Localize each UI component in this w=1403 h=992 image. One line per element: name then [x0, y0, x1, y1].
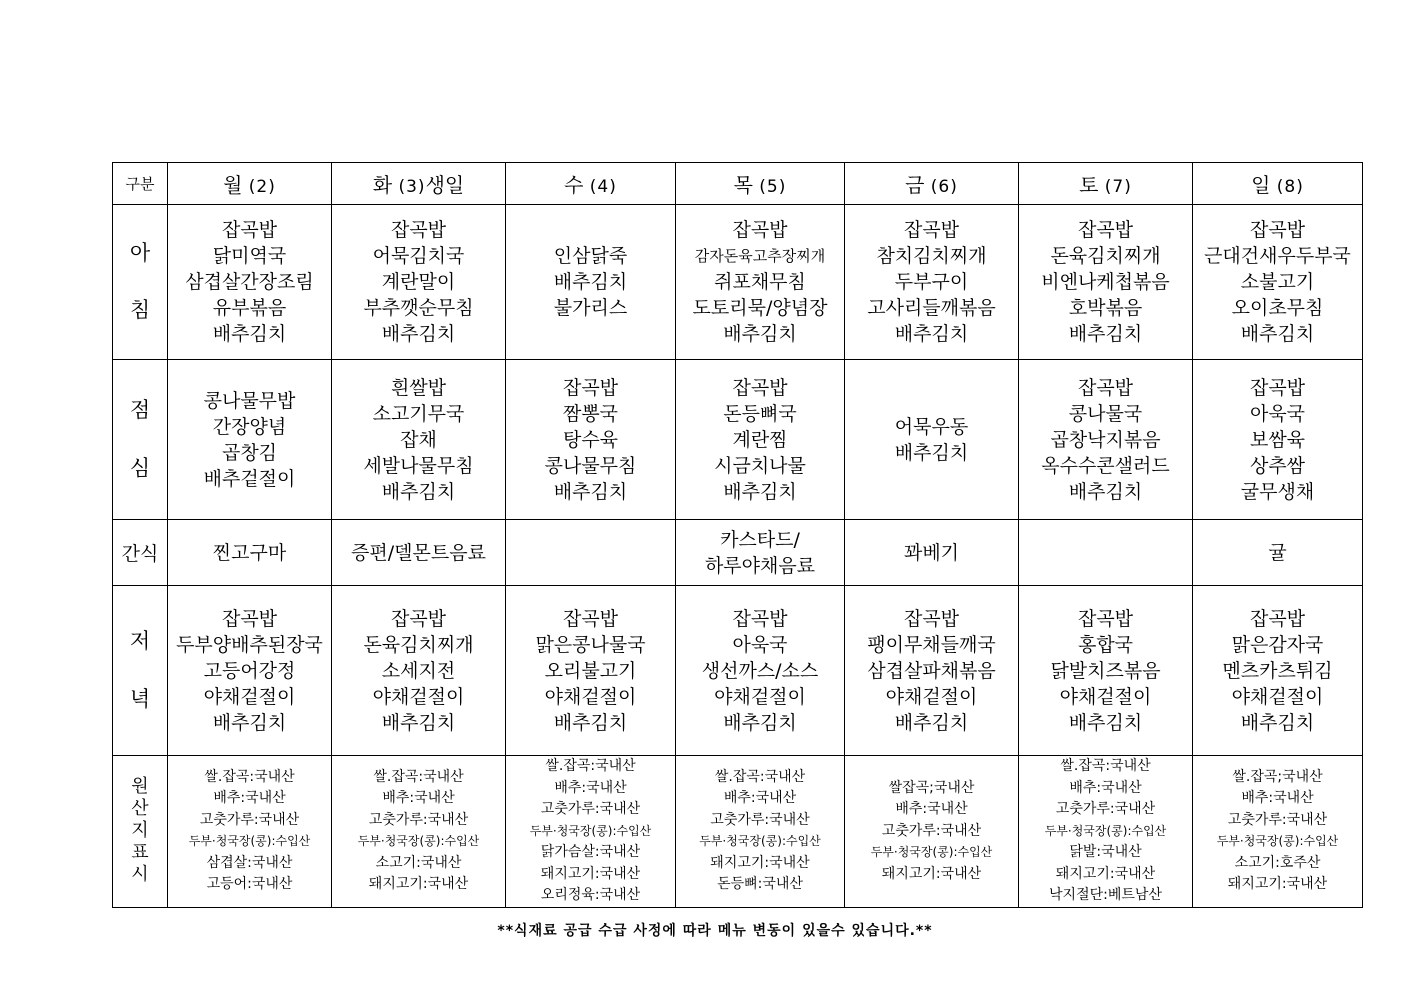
- header-row: [113, 163, 1363, 205]
- menu-item: 오리불고기: [544, 659, 637, 682]
- dinner-cell: [168, 586, 332, 756]
- menu-item: 배추김치: [553, 711, 628, 734]
- origin-line: 고춧가루:국내산: [540, 801, 641, 817]
- day-header-thu: 목 (5): [676, 163, 845, 205]
- menu-item: 부추깻순무침: [363, 297, 474, 319]
- lunch-cell: [1019, 360, 1193, 520]
- dinner-cell: [506, 586, 676, 756]
- day-header-tue: 화 (3)생일: [332, 163, 506, 205]
- origin-line: 고춧가루:국내산: [881, 822, 982, 839]
- menu-item: 홍합국: [1077, 633, 1134, 656]
- origin-line: 고등어:국내산: [206, 876, 293, 893]
- menu-item: 배추김치: [553, 480, 628, 503]
- menu-item: 삼겹살간장조림: [185, 271, 314, 293]
- origin-cell: [506, 756, 676, 908]
- menu-item: 오이초무침: [1231, 297, 1324, 319]
- snack-item: 증편/델몬트음료: [351, 541, 486, 564]
- origin-line: 두부·청국장(콩):수입산: [357, 834, 480, 849]
- menu-item: 잡곡밥: [903, 607, 960, 630]
- menu-item: 팽이무채들깨국: [867, 633, 996, 656]
- menu-item: 잡곡밥: [390, 607, 447, 630]
- day-header-sun: 일 (8): [1193, 163, 1363, 205]
- breakfast-cell: [332, 205, 506, 360]
- menu-item: 배추김치: [1068, 711, 1143, 734]
- menu-item: 야채겉절이: [544, 685, 637, 708]
- menu-item: 닭미역국: [212, 245, 287, 267]
- dinner-cell: [1193, 586, 1363, 756]
- menu-item: 잡곡밥: [903, 219, 960, 241]
- menu-item: 참치김치찌개: [876, 245, 987, 267]
- menu-item: 잡곡밥: [562, 376, 619, 399]
- origin-line: 오리정육:국내산: [540, 887, 641, 903]
- snack-cell: [506, 520, 676, 586]
- menu-item: 배추김치: [894, 323, 969, 345]
- menu-item: 배추김치: [894, 441, 969, 464]
- origin-line: 소고기:호주산: [1234, 854, 1321, 871]
- snack-cell: [1019, 520, 1193, 586]
- menu-item: 잡곡밥: [1249, 376, 1306, 399]
- origin-line: 낙지절단:베트남산: [1049, 887, 1162, 903]
- dinner-cell: [332, 586, 506, 756]
- menu-item: 호박볶음: [1068, 297, 1143, 319]
- origin-line: 고춧가루:국내산: [1055, 801, 1156, 817]
- menu-item: 잡채: [400, 428, 437, 451]
- origin-line: 두부·청국장(콩):수입산: [188, 834, 311, 849]
- origin-line: 쌀.잡곡:국내산: [204, 768, 295, 785]
- menu-item: 소불고기: [1240, 271, 1315, 293]
- menu-item: 고등어강정: [203, 659, 296, 682]
- origin-line: 배추:국내산: [554, 779, 627, 796]
- menu-item: 소고기무국: [372, 402, 465, 425]
- day-header-wed: 수 (4): [506, 163, 676, 205]
- menu-item: 돈등뼈국: [723, 402, 797, 425]
- origin-line: 쌀잡곡;국내산: [888, 779, 975, 796]
- origin-line: 고춧가루:국내산: [710, 811, 810, 828]
- origin-line: 배추:국내산: [382, 790, 455, 807]
- menu-item: 배추김치: [381, 711, 456, 734]
- menu-item: 잡곡밥: [221, 607, 278, 630]
- origin-cell: [676, 756, 845, 908]
- lunch-cell: [845, 360, 1019, 520]
- origin-line: 배추:국내산: [1069, 779, 1142, 796]
- menu-item: 배추김치: [1068, 323, 1143, 345]
- menu-item: 잡곡밥: [1249, 607, 1306, 630]
- day-header-fri: 금 (6): [845, 163, 1019, 205]
- menu-item: 배추김치: [723, 323, 797, 345]
- menu-item: 야채겉절이: [372, 685, 465, 708]
- menu-item: 두부양배추된장국: [176, 633, 323, 656]
- origin-line: 쌀.잡곡:국내산: [714, 768, 806, 785]
- menu-item: 비엔나케첩볶음: [1041, 271, 1170, 293]
- snack-cell: [332, 520, 506, 586]
- menu-item: 잡곡밥: [732, 376, 788, 399]
- snack-cell: [845, 520, 1019, 586]
- menu-item: 잡곡밥: [562, 607, 619, 630]
- origin-line: 고춧가루:국내산: [199, 811, 300, 828]
- menu-item: 배추김치: [553, 271, 628, 293]
- breakfast-cell: [168, 205, 332, 360]
- origin-line: 소고기:국내산: [375, 854, 462, 871]
- menu-item: 야채겉절이: [203, 685, 296, 708]
- origin-line: 배추:국내산: [213, 790, 286, 807]
- menu-item: 멘츠카츠튀김: [1222, 659, 1333, 682]
- menu-item: 배추겉절이: [203, 467, 296, 490]
- lunch-cell: [332, 360, 506, 520]
- breakfast-cell: [1019, 205, 1193, 360]
- lunch-label: 점 심: [113, 360, 168, 520]
- origin-cell: [845, 756, 1019, 908]
- day-header-mon: 월 (2): [168, 163, 332, 205]
- menu-item: 계란말이: [381, 271, 456, 293]
- breakfast-row: [113, 205, 1363, 360]
- menu-item: 곱창낙지볶음: [1050, 428, 1161, 451]
- origin-line: 돼지고기:국내산: [540, 865, 641, 882]
- menu-item: 배추김치: [723, 711, 797, 734]
- menu-item: 배추김치: [381, 480, 456, 503]
- menu-item: 잡곡밥: [1077, 376, 1134, 399]
- origin-line: 두부·청국장(콩):수입산: [529, 823, 652, 838]
- menu-item: 두부구이: [894, 271, 969, 293]
- menu-item: 시금치나물: [714, 454, 806, 477]
- snack-item: 찐고구마: [212, 541, 287, 564]
- origin-line: 고춧가루:국내산: [1227, 811, 1328, 828]
- origin-line: 돼지고기:국내산: [368, 876, 469, 893]
- origin-cell: [168, 756, 332, 908]
- menu-item: 배추김치: [1068, 480, 1143, 503]
- origin-line: 쌀.잡곡:국내산: [1060, 758, 1151, 774]
- menu-item: 굴무생채: [1240, 480, 1315, 503]
- lunch-cell: [168, 360, 332, 520]
- breakfast-cell: [1193, 205, 1363, 360]
- menu-item: 잡곡밥: [1077, 607, 1134, 630]
- menu-item: 맑은콩나물국: [535, 633, 646, 656]
- snack-item: 카스타드/: [720, 528, 800, 551]
- menu-item: 잡곡밥: [221, 219, 278, 241]
- menu-item: 야채겉절이: [885, 685, 978, 708]
- menu-item: 배추김치: [1240, 323, 1315, 345]
- menu-item: 유부볶음: [212, 297, 287, 319]
- menu-item: 어묵우동: [894, 415, 969, 438]
- origin-line: 배추:국내산: [895, 801, 968, 817]
- menu-item: 흰쌀밥: [390, 376, 447, 399]
- menu-item: 세발나물무침: [363, 454, 474, 477]
- lunch-cell: [506, 360, 676, 520]
- origin-line: 두부·청국장(콩):수입산: [1216, 834, 1339, 849]
- menu-item: 짬뽕국: [562, 402, 619, 425]
- dinner-row: [113, 586, 1363, 756]
- menu-item: 불가리스: [553, 297, 628, 319]
- menu-item: 도토리묵/양념장: [692, 297, 828, 319]
- menu-item: 배추김치: [212, 711, 287, 734]
- origin-line: 고춧가루:국내산: [368, 811, 469, 828]
- snack-cell: [1193, 520, 1363, 586]
- origin-row: [113, 756, 1363, 908]
- menu-item: 아욱국: [732, 633, 788, 656]
- origin-line: 배추:국내산: [1241, 790, 1314, 807]
- snack-item: 꽈베기: [903, 541, 960, 564]
- snack-label: 간식: [113, 520, 168, 586]
- menu-item: 상추쌈: [1249, 454, 1306, 477]
- menu-item: 야채겉절이: [1231, 685, 1324, 708]
- origin-line: 두부·청국장(콩):수입산: [1044, 823, 1167, 838]
- menu-item: 곱창김: [221, 441, 278, 464]
- lunch-cell: [676, 360, 845, 520]
- origin-line: 돼지고기:국내산: [1055, 865, 1156, 882]
- menu-item: 배추김치: [381, 323, 456, 345]
- breakfast-label: 아 침: [113, 205, 168, 360]
- menu-item: 고사리들깨볶음: [867, 297, 996, 319]
- snack-item: 귤: [1268, 541, 1287, 564]
- menu-item: 잡곡밥: [732, 607, 788, 630]
- origin-line: 돼지고기:국내산: [710, 854, 810, 871]
- day-header-sat: 토 (7): [1019, 163, 1193, 205]
- menu-item: 아욱국: [1249, 402, 1306, 425]
- origin-line: 닭발:국내산: [1069, 844, 1142, 860]
- menu-item: 콩나물국: [1068, 402, 1143, 425]
- menu-item: 생선까스/소스: [701, 659, 819, 682]
- category-header: 구분: [113, 163, 168, 205]
- menu-item: 배추김치: [1240, 711, 1315, 734]
- menu-item: 잡곡밥: [1077, 219, 1134, 241]
- dinner-cell: [845, 586, 1019, 756]
- menu-item: 쥐포채무침: [714, 271, 806, 293]
- origin-line: 돼지고기:국내산: [881, 865, 982, 882]
- snack-item: 하루야채음료: [704, 554, 816, 577]
- menu-item: 인삼닭죽: [553, 245, 628, 267]
- menu-item: 잡곡밥: [390, 219, 447, 241]
- origin-line: 두부·청국장(콩):수입산: [870, 845, 993, 859]
- origin-line: 돈등뼈:국내산: [717, 876, 803, 893]
- menu-item: 근대건새우두부국: [1204, 245, 1351, 267]
- menu-item: 맑은감자국: [1231, 633, 1324, 656]
- menu-item: 야채겉절이: [714, 685, 806, 708]
- menu-item: 보쌈육: [1249, 428, 1306, 451]
- origin-label: 원 산 지 표 시: [113, 756, 168, 908]
- breakfast-cell: [506, 205, 676, 360]
- menu-item: 돈육김치찌개: [363, 633, 474, 656]
- menu-item: 삼겹살파채볶음: [867, 659, 996, 682]
- menu-item: 배추김치: [212, 323, 287, 345]
- lunch-cell: [1193, 360, 1363, 520]
- origin-line: 삼겹살:국내산: [206, 854, 293, 871]
- weekly-menu-table: [112, 162, 1363, 908]
- menu-item: 닭발치즈볶음: [1050, 659, 1161, 682]
- menu-item: 탕수육: [562, 428, 619, 451]
- dinner-label: 저 녁: [113, 586, 168, 756]
- menu-item: 어묵김치국: [372, 245, 465, 267]
- origin-cell: [1019, 756, 1193, 908]
- breakfast-cell: [676, 205, 845, 360]
- origin-line: 돼지고기:국내산: [1227, 876, 1328, 893]
- origin-line: 닭가슴살:국내산: [540, 844, 641, 860]
- menu-item: 배추김치: [894, 711, 969, 734]
- origin-cell: [1193, 756, 1363, 908]
- menu-item: 야채겉절이: [1059, 685, 1152, 708]
- snack-row: [113, 520, 1363, 586]
- origin-cell: [332, 756, 506, 908]
- origin-line: 쌀.잡곡:국내산: [373, 768, 464, 785]
- menu-item: 간장양념: [212, 415, 287, 438]
- menu-change-notice: **식재료 공급 수급 사정에 따라 메뉴 변동이 있을수 있습니다.**: [497, 923, 933, 939]
- menu-item: 돈육김치찌개: [1050, 245, 1161, 267]
- snack-cell: [168, 520, 332, 586]
- menu-item: 콩나물무밥: [203, 389, 296, 412]
- origin-line: 두부·청국장(콩):수입산: [699, 834, 821, 849]
- menu-item: 잡곡밥: [1249, 219, 1306, 241]
- origin-line: 쌀.잡곡:국내산: [545, 758, 636, 774]
- menu-item: 감자돈육고추장찌개: [694, 247, 826, 265]
- origin-line: 배추:국내산: [723, 790, 797, 807]
- menu-item: 계란찜: [732, 428, 788, 451]
- dinner-cell: [676, 586, 845, 756]
- dinner-cell: [1019, 586, 1193, 756]
- menu-item: 옥수수콘샐러드: [1041, 454, 1170, 477]
- menu-item: 소세지전: [381, 659, 456, 682]
- menu-item: 콩나물무침: [544, 454, 637, 477]
- snack-cell: [676, 520, 845, 586]
- menu-item: 잡곡밥: [732, 219, 788, 241]
- menu-item: 배추김치: [723, 480, 797, 503]
- lunch-row: [113, 360, 1363, 520]
- origin-line: 쌀.잡곡;국내산: [1232, 768, 1323, 785]
- breakfast-cell: [845, 205, 1019, 360]
